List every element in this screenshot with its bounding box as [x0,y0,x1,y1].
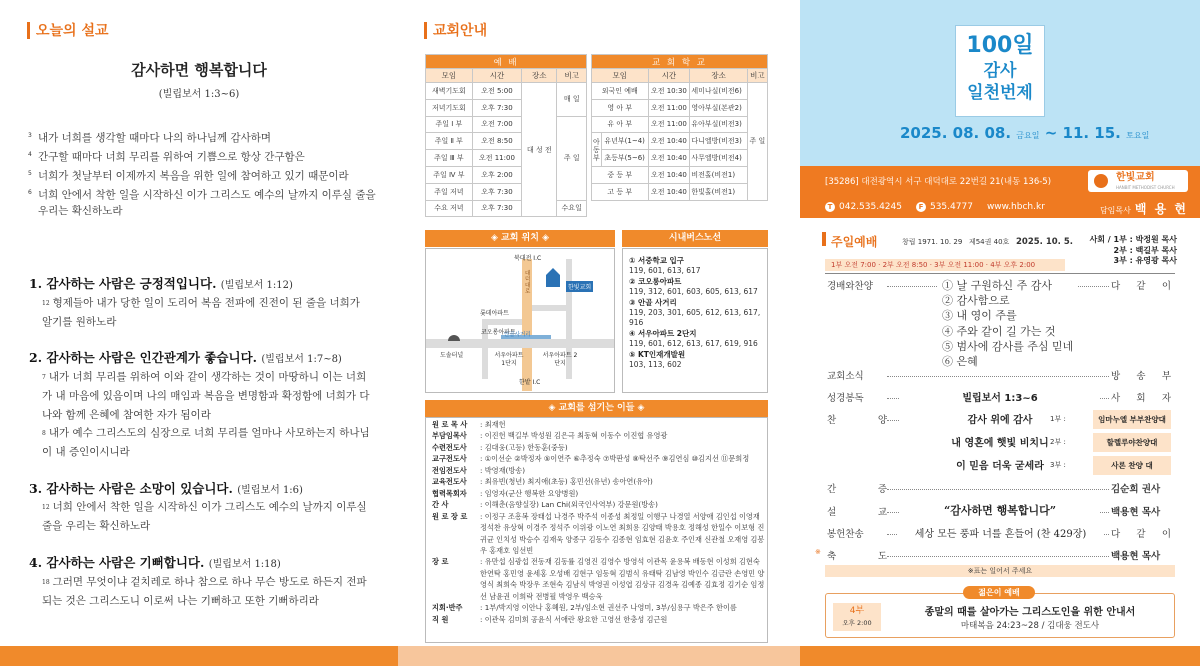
order-right: 다 같 이 [1111,278,1171,292]
staff-row: 교육전도사 : 최유빈(청년) 최지애(초등) 홍민선(유년) 송아연(유아) [432,477,653,487]
service-title: 주일예배 [831,235,878,249]
order-right: 방 송 부 [1111,368,1171,382]
order-left: 축 도 [827,551,887,562]
staff-row: 수련전도사 : 김대웅(고등) 한동훈(중등) [432,442,568,452]
list-item: ④ 서우아파트 2단지 119, 601, 612, 613, 617, 619, 916 [629,328,758,349]
choir-name: 사론 찬양 대 [1093,456,1171,475]
youth-time: 4부 오후 2:00 [833,603,881,631]
staff-row: 협력목회자 : 임영자(군산 행복한 요양병원) [432,488,579,498]
staff-row: 원 로 장 로 : 이정구 조흥복 장태섭 나경주 박주석 이종성 최정일 이행구 나경열 서양애 김인섭 이영재 정석찬 유상혁 이경주 정석주 이위광 이노연 최희용 김양태 박용호 정해성 한일수 이보형 진귀균 인치성 박승수 김재욱 양종구 김동수 김종현 임효현 김윤호 주인재 신관철 오재영 김봉우 홍재호 임선빈 [432,511,765,555]
table-row: 외국인 예배 오전 10:30 세미나실(비전6) 주 일 [592,83,768,100]
stand-mark: ※ [815,548,821,556]
verse: 3 내가 너희를 생각할 때마다 나의 하나님께 감사하며 [28,132,272,144]
map-label-apt2: 코오롱아파트 [481,329,516,336]
order-right: 다 같 이 [1111,526,1171,540]
church-info-bar [800,166,1200,218]
event-dates: 2025. 08. 08. 금요일 ~ 11. 15. 토요일 [900,124,1150,142]
location-title: ◈ 교회 위치 ◈ [425,230,615,247]
staff-row: 전임전도사 : 박영재(방송) [432,465,526,475]
point-title: 1. 감사하는 사람은 긍정적입니다. (빌립보서 1:12) [29,276,293,291]
staff-row: 장 로 : 유만섭 심광섭 전동재 김동률 김영진 김영수 방영석 이관목 윤용복 배동현 이성희 김현숙 한연탁 홍민영 윤세홍 오성배 김현구 임동혁 김범식 유태탁 김남영 박인수 김금란 손영민 양영식 최희숙 박장우 조현숙 김남식 박영권 이성엽 김상규 김경옥 김예종 김효정 김기순 임정선 남윤권 이희락 전병필 박영우 백승욱 [432,557,765,601]
order-dots [887,489,1109,490]
verse: 6 너희 안에서 착한 일을 시작하신 이가 그리스도 예수의 날까지 이루실 줄을 우리는 확신하노라 [28,189,376,217]
point-title: 2. 감사하는 사람은 인간관계가 좋습니다. (빌립보서 1:7~8) [29,350,342,365]
location-map [425,248,615,393]
youth-ref: 마태복음 24:23~28 / 김대웅 전도사 [960,621,1100,631]
table-row: 아동부 유년부(1~4) 오전 10:40 다니엘방(비전3) [592,133,768,150]
table-row: 주일 Ⅱ 부 오전 8:50 [426,133,587,150]
map-label-apt1: 롯데아파트 [480,310,509,317]
info-header-label: 교회안내 [433,23,488,39]
order-left: 성경봉독 [827,393,864,404]
order-right: 백용현 목사 [1111,504,1171,518]
table-row: 주일 저녁 오후 7:30 [426,183,587,200]
map-label-apt4: 서우아파트 2단지 [542,352,578,367]
point-verse: $^{18}$ 그러면 무엇이냐 겉치레로 하나 참으로 하나 무슨 방도로 하든지 전파되는 것은 그리스도니 이로써 나는 기뻐하고 또한 기뻐하리라 [42,576,367,607]
table-row: 새벽기도회 오전 5:00 대 성 전 매 일 [426,83,587,100]
header-bar [27,22,30,39]
order-center: “감사하면 행복합니다” [900,502,1100,518]
youth-title: 젊은이 예배 [963,586,1035,599]
staff-list [432,419,766,625]
order-center: 세상 모든 풍파 너를 흔들어 (찬 429장) [898,525,1103,540]
verse: 5 너희가 첫날부터 이제까지 복음을 위한 일에 참여하고 있기 때문이라 [28,170,349,182]
fax-icon: F [916,202,926,212]
choir-name: 할렐루야찬양대 [1093,433,1171,452]
staff-row: 직 원 : 이관묵 김미희 공윤식 서애란 왕요한 고영선 한충성 김근원 [432,614,668,624]
verse: 4 간구할 때마다 너희 무리를 위하여 기쁨으로 항상 간구함은 [28,151,305,163]
list-item: ② 코오롱아파트 119, 312, 601, 603, 605, 613, 617 [629,276,758,297]
worship-table-title: 예 배 [426,55,587,69]
table-row: 초등부(5~6) 오전 10:40 사무엘방(비전4) [592,150,768,167]
website-link[interactable]: www.hbch.kr [986,202,1045,212]
map-label-road: 대덕대로 [525,271,531,295]
point-verse: $^{12}$ 형제들아 내가 당한 일이 도리어 복음 전파에 진전이 된 줄을 너희가 알기를 원하노라 [42,297,360,328]
school-table: 교 회 학 교 모임 시간 장소 비고 외국인 예배 오전 10:30 세미나실(비전6) 주 일 영 아 부 오전 11:00 영아부실(본관2) 유 아 부 오전 11:00 유아부실(비전3) 아동부 유년부(1~4) 오전 10:40 다니엘방(비전3) 초등부(5~6) 오전 10:40 사무엘방(비전4) 중 등 부 오전 10:40 비전홀(비전1) 고 등 부 오전 10:40 한빛홀(비전1) [591,54,768,201]
table-row: 중 등 부 오전 10:40 비전홀(비전1) [592,166,768,183]
table-row: 수요 저녁 오후 7:30 수요일 [426,200,587,217]
order-center: 내 영혼에 햇빛 비치니 [900,434,1100,449]
staff-row: 원 로 목 사 : 최재헌 [432,420,506,429]
church-logo-icon [1094,174,1108,188]
list-item: ③ 안골 사거리 119, 203, 301, 605, 612, 613, 617, 916 [629,297,761,328]
contact-row [825,202,1045,212]
map-label-church: 한빛교회 [566,281,593,292]
service-meta: 창립 1971. 10. 29 제54권 40호 2025. 10. 5. [902,237,1073,247]
order-dots [887,556,1109,557]
sermon-header-label: 오늘의 설교 [36,23,109,39]
staff-row: 부담임목사 : 이진헌 백길부 박성원 김은극 최동혁 이동수 이진협 유영광 [432,431,668,441]
bus-list [629,256,765,370]
thanks-badge: 100일 감사 일천번제 [955,25,1045,117]
footer-seg [800,646,1200,666]
staff-title: ◈ 교회를 섬기는 이들 ◈ [425,400,768,417]
senior-pastor: 담임목사 백 용 현 [1099,202,1188,216]
list-item: ⑤ KT인재개발원 103, 113, 602 [629,349,686,370]
point-verse: $^{12}$ 너희 안에서 착한 일을 시작하신 이가 그리스도 예수의 날까지 이루실 줄을 우리는 확신하노라 [42,501,367,532]
church-logo: 한빛교회 HANBIT METHODIST CHURCH [1088,170,1188,192]
sermon-ref: (빌립보서 1:3~6) [158,89,240,100]
staff-row: 지회·반주 : 1부/박지영 이안나 홍혜원, 2부/임소현 권선주 나영미, 3부/심용구 박은주 한이름 [432,603,737,613]
point-verse: $^7$ 내가 너희 무리를 위하여 이와 같이 생각하는 것이 마땅하니 이는 너희가 내 마음에 있음이며 나의 매임과 복음을 변명함과 확정함에 너희가 다 나와 함께 은혜에 참여한 자가 됨이라 [42,371,370,421]
divider [825,273,1175,274]
hymn-list: ① 날 구원하신 주 감사 ② 감사함으로 ③ 내 영이 주를 ④ 주와 같이 길 가는 것 ⑤ 범사에 감사를 주심 믿네 ⑥ 은혜 [938,278,1077,369]
sermon-header [27,20,109,40]
church-address: [35286] 대전광역시 서구 대덕대로 22번길 21(내동 136-5) [825,177,1052,187]
map-label-apt3: 서우아파트 1단지 [494,352,524,367]
phone-icon: T [825,202,835,212]
standing-note: ※표는 일어서 주세요 [825,565,1175,577]
map-label-junction: 안골사거리 [504,332,531,338]
sermon-title: 감사하면 행복합니다 [131,61,267,79]
map-label-north: 북대전 I.C [514,255,542,262]
table-row: 주일 Ⅰ 부 오전 7:00 주 일 [426,116,587,133]
info-header [424,20,487,40]
point-title: 3. 감사하는 사람은 소망이 있습니다. (빌립보서 1:6) [29,481,303,496]
order-dots [887,376,1109,377]
footer-bar [0,646,1200,666]
header-bar [424,22,427,39]
table-row: 주일 Ⅲ 부 오전 11:00 [426,150,587,167]
staff-row: 교구전도사 : ①이선순 ②박정자 ⑤이연주 ⑥추정숙 ⑦박판성 ⑧탁선주 ⑨김연심 ⑩김지선 ⑪문희정 [432,454,750,464]
phone: T 042.535.4245 [825,202,902,212]
list-item: ① 서중학교 입구 119, 601, 613, 617 [629,256,701,276]
order-right: 김순희 권사 [1111,481,1171,495]
map-drawing [426,249,614,392]
sermon-panel [0,0,398,666]
point-verse: $^8$ 내가 예수 그리스도의 심장으로 너희 무리를 얼마나 사모하는지 하나님이 내 증인이시니라 [42,427,370,458]
map-label-terminal: 도솔터널 [440,352,464,359]
footer-seg [0,646,398,666]
order-center: 빌립보서 1:3~6 [900,389,1100,404]
fax: F 535.4777 [916,202,973,212]
table-row: 고 등 부 오전 10:40 한빛홀(비전1) [592,183,768,200]
table-row: 주일 Ⅳ 부 오후 2:00 [426,166,587,183]
worship-table: 예 배 모임 시간 장소 비고 새벽기도회 오전 5:00 대 성 전 매 일 저녁기도회 오후 7:30 주일 Ⅰ 부 오전 7:00 주 일 주일 Ⅱ 부 오전 8:50 주일 Ⅲ 부 오전 11:00 주일 Ⅳ 부 오후 2:00 주일 저녁 오후 7:30 수요 저녁 오후 7:30 수요일 [425,54,587,217]
bus-title: 시내버스노선 [622,230,768,247]
choir-name: 임마누엘 부부찬양대 [1093,410,1171,429]
service-title-bar [822,232,826,246]
order-left: 교회소식 [827,371,864,382]
table-row: 유 아 부 오전 11:00 유아부실(비전3) [592,116,768,133]
order-left: 봉헌찬송 [827,529,864,540]
order-left: 경배와찬양 [827,281,873,292]
map-label-south: 한밭 I.C [519,379,541,386]
order-center: 감사 위에 감사 [900,411,1100,426]
order-center: 이 믿음 더욱 굳세라 [900,457,1100,472]
staff-row: 간 사 : 이해춘(음향실장) Lan Chi(외국인사역부) 강문원(방송) [432,500,658,510]
order-right: 사 회 자 [1111,390,1171,404]
order-left: 찬 양 [827,415,887,426]
table-row: 영 아 부 오전 11:00 영아부실(본관2) [592,99,768,116]
order-left: 간 증 [827,484,887,495]
service-leaders: 사회 / 1부 : 박정원 목사 2부 : 백길부 목사 3부 : 유영광 목사 [1089,235,1177,265]
service-times: 1부 오전 7:00 · 2부 오전 8:50 · 3부 오전 11:00 · 4부 오후 2:00 [825,259,1065,271]
school-table-title: 교 회 학 교 [592,55,768,69]
order-left: 설 교 [827,507,887,518]
order-right: 백용현 목사 [1111,548,1171,562]
point-title: 4. 감사하는 사람은 기뻐합니다. (빌립보서 1:18) [29,555,281,570]
youth-sermon: 종말의 때를 살아가는 그리스도인을 위한 안내서 [924,607,1136,618]
table-row: 저녁기도회 오후 7:30 [426,99,587,116]
